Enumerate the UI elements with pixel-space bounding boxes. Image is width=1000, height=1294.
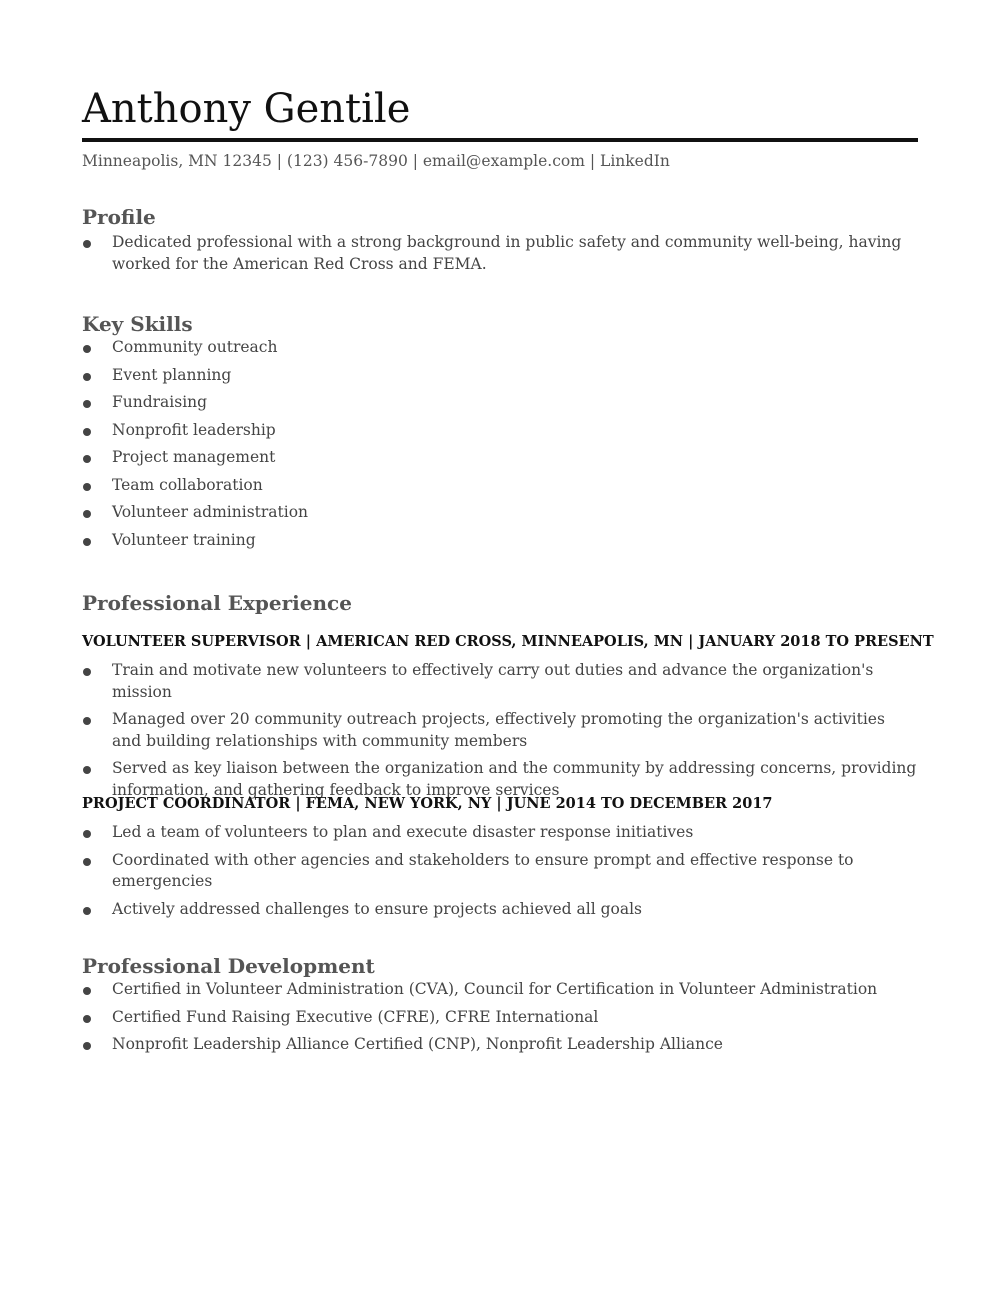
list-item-text: Served as key liaison between the organization and the community by addressing concerns, providing information, and gathering feedback to improve services [112, 759, 917, 799]
header-divider [82, 138, 918, 142]
bullet-icon [83, 373, 91, 381]
list-item-text: Event planning [112, 365, 232, 384]
job-entry [82, 794, 918, 926]
list-item-text: Dedicated professional with a strong background in public safety and community well-being, having worked for the American Red Cross and FEMA. [112, 233, 902, 273]
skills-section [82, 311, 918, 557]
list-item-text: Team collaboration [112, 475, 263, 494]
bullet-icon [83, 858, 91, 866]
list-item [82, 392, 918, 414]
list-item-text: Volunteer training [112, 530, 256, 549]
section-title-development: Professional Development [82, 954, 375, 978]
profile-list [82, 232, 918, 275]
list-item [82, 420, 918, 442]
section-title-profile: Profile [82, 205, 156, 229]
list-item [82, 447, 918, 469]
bullet-icon [83, 400, 91, 408]
list-item-text: Actively addressed challenges to ensure projects achieved all goals [112, 899, 643, 918]
list-item-text: Nonprofit leadership [112, 420, 276, 439]
list-item [82, 475, 918, 497]
experience-section [82, 590, 918, 616]
section-title-skills: Key Skills [82, 312, 193, 336]
list-item-text: Fundraising [112, 393, 208, 411]
bullet-icon [83, 907, 91, 915]
list-item-text: Community outreach [112, 338, 278, 356]
profile-section [82, 204, 918, 275]
list-item [82, 660, 918, 703]
job-duties-list [82, 822, 918, 920]
list-item [82, 822, 918, 844]
bullet-icon [83, 483, 91, 491]
bullet-icon [83, 830, 91, 838]
list-item-text: Led a team of volunteers to plan and execute disaster response initiatives [112, 823, 694, 841]
bullet-icon [83, 987, 91, 995]
list-item-text: Managed over 20 community outreach projects, effectively promoting the organization's activities and building relationships with community members [112, 710, 885, 750]
development-section [82, 953, 918, 1062]
bullet-icon [83, 717, 91, 725]
bullet-icon [83, 1042, 91, 1050]
list-item-text: Project management [112, 448, 276, 466]
skills-list [82, 337, 918, 551]
bullet-icon [83, 455, 91, 463]
contact-line: Minneapolis, MN 12345 | (123) 456-7890 | email@example.com | LinkedIn [82, 152, 670, 170]
bullet-icon [83, 345, 91, 353]
bullet-icon [83, 240, 91, 248]
bullet-icon [83, 1015, 91, 1023]
job-heading: PROJECT COORDINATOR | FEMA, NEW YORK, NY | JUNE 2014 TO DECEMBER 2017 [82, 795, 773, 812]
list-item [82, 850, 918, 893]
list-item [82, 530, 918, 552]
list-item-text: Certified Fund Raising Executive (CFRE), CFRE International [112, 1007, 599, 1026]
section-title-experience: Professional Experience [82, 591, 352, 615]
development-list [82, 979, 918, 1056]
list-item [82, 979, 918, 1001]
list-item [82, 365, 918, 387]
bullet-icon [83, 668, 91, 676]
list-item [82, 502, 918, 524]
job-duties-list [82, 660, 918, 801]
list-item [82, 1007, 918, 1029]
list-item-text: Volunteer administration [112, 503, 309, 521]
list-item [82, 337, 918, 359]
job-entry [82, 632, 934, 807]
job-heading: VOLUNTEER SUPERVISOR | AMERICAN RED CROSS, MINNEAPOLIS, MN | JANUARY 2018 TO PRESENT [82, 633, 934, 650]
list-item [82, 232, 918, 275]
list-item-text: Certified in Volunteer Administration (CVA), Council for Certification in Volunteer Administration [112, 980, 878, 998]
list-item [82, 709, 918, 752]
bullet-icon [83, 766, 91, 774]
list-item-text: Nonprofit Leadership Alliance Certified (CNP), Nonprofit Leadership Alliance [112, 1035, 723, 1053]
list-item-text: Train and motivate new volunteers to effectively carry out duties and advance the organization's mission [112, 661, 874, 701]
list-item-text: Coordinated with other agencies and stakeholders to ensure prompt and effective response to emergencies [112, 850, 854, 890]
bullet-icon [83, 428, 91, 436]
list-item [82, 1034, 918, 1056]
bullet-icon [83, 510, 91, 518]
candidate-name: Anthony Gentile [82, 86, 411, 132]
bullet-icon [83, 538, 91, 546]
list-item [82, 899, 918, 921]
